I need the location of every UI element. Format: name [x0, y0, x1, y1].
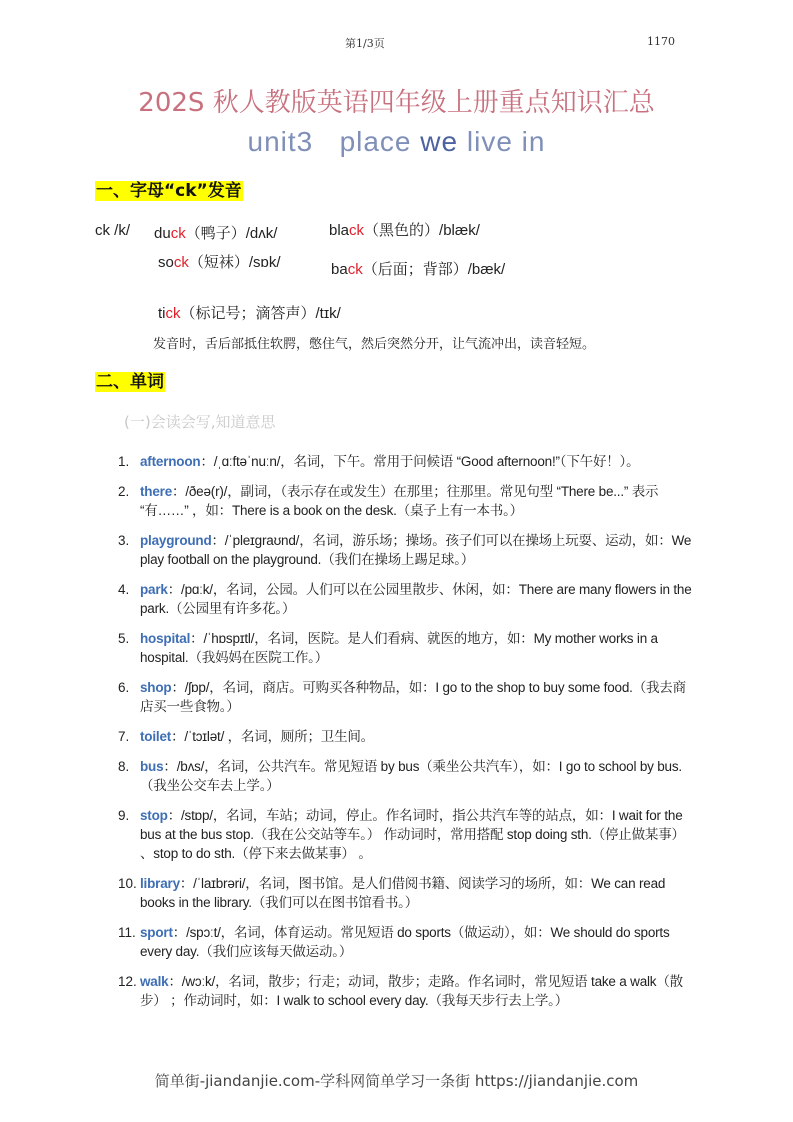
page-subtitle: [0, 126, 793, 158]
footer-watermark: 简单街-jiandanjie.com-学科网简单学习一条街 https://jiandanjie.com: [154, 1072, 639, 1090]
page-title: 202S 秋人教版英语四年级上册重点知识汇总: [138, 88, 655, 118]
section1-heading: 一、字母“ck”发音: [96, 181, 242, 201]
vocab-item: 7. toilet：/ˈtɔɪlət/ ，名词，厕所；卫生间。: [118, 729, 374, 744]
section2-subheading: (一)会读会写,知道意思: [124, 413, 276, 431]
vocab-item: 12. walk：/wɔːk/，名词，散步；行走；动词，散步；走路。作名词时，常见短语 take a walk（散步） ；作动词时，如：I walk to school every day.（我每天步行去上学。）: [118, 974, 683, 1008]
subtitle-rest: live in: [458, 126, 546, 157]
document-number: 1170: [647, 35, 675, 48]
ck-word-black: black（黑色的）/blæk/: [329, 222, 480, 239]
vocab-item: 10. library：/ˈlaɪbrəri/，名词，图书馆。是人们借阅书籍、阅读学习的场所，如：We can read books in the library.（我们可以在图书馆看书。）: [118, 876, 666, 910]
vocab-item: 11. sport：/spɔːt/，名词，体育运动。常见短语 do sports（做运动），如：We should do sports every day.（我们应该每天做运动。）: [118, 925, 670, 959]
vocab-item: 6. shop：/ʃɒp/，名词，商店。可购买各种物品，如：I go to the shop to buy some food.（我去商店买一些食物。）: [118, 680, 686, 714]
vocab-item: 2. there：/ðeə(r)/，副词，（表示存在或发生）在那里；往那里。常见句型 “There be...” 表示 “有……” ，如：There is a book on the desk.（桌子上有一本书。）: [118, 484, 659, 518]
subtitle-we: we: [420, 126, 459, 157]
pronunciation-note: 发音时，舌后部抵住软腭，憋住气，然后突然分开，让气流冲出，读音轻短。: [153, 337, 596, 352]
vocab-item: 3. playground：/ˈpleɪɡraʊnd/，名词，游乐场；操场。孩子们可以在操场上玩耍、运动，如：We play football on the playground.（我们在操场上踢足球。）: [118, 533, 692, 567]
vocab-item: 5. hospital：/ˈhɒspɪtl/，名词，医院。是人们看病、就医的地方，如：My mother works in a hospital.（我妈妈在医院工作。）: [118, 631, 658, 665]
vocab-item: 8. bus：/bʌs/，名词，公共汽车。常见短语 by bus（乘坐公共汽车），如：I go to school by bus.（我坐公交车去上学。）: [118, 759, 682, 793]
ck-word-back: back（后面；背部）/bæk/: [331, 261, 506, 278]
subtitle-main: unit3 place: [247, 126, 421, 157]
ck-word-duck: duck（鸭子）/dʌk/: [154, 225, 278, 242]
ck-word-sock: sock（短袜）/sɒk/: [158, 254, 281, 271]
vocab-item: 9. stop：/stɒp/，名词，车站；动词，停止。作名词时，指公共汽车等的站点，如：I wait for the bus at the bus stop.（我在公交站等车。） 作动词时，常用搭配 stop doing sth.（停止做某事） 、stop to do sth.（停下来去做某事） 。: [118, 808, 685, 861]
section2-heading: 二、单词: [96, 372, 164, 392]
ck-word-tick: tick（标记号；滴答声）/tɪk/: [158, 305, 341, 322]
vocab-item: 4. park：/pɑːk/，名词，公园。人们可以在公园里散步、休闲，如：There are many flowers in the park.（公园里有许多花。）: [118, 582, 692, 616]
ck-phonetic-label: ck /k/: [95, 222, 131, 239]
vocab-item: 1. afternoon：/ˌɑːftəˈnuːn/，名词，下午。常用于问候语 “Good afternoon!”（下午好！）。: [118, 454, 640, 469]
vocabulary-list: [118, 452, 698, 1010]
page-indicator: 第1/3页: [345, 37, 385, 50]
